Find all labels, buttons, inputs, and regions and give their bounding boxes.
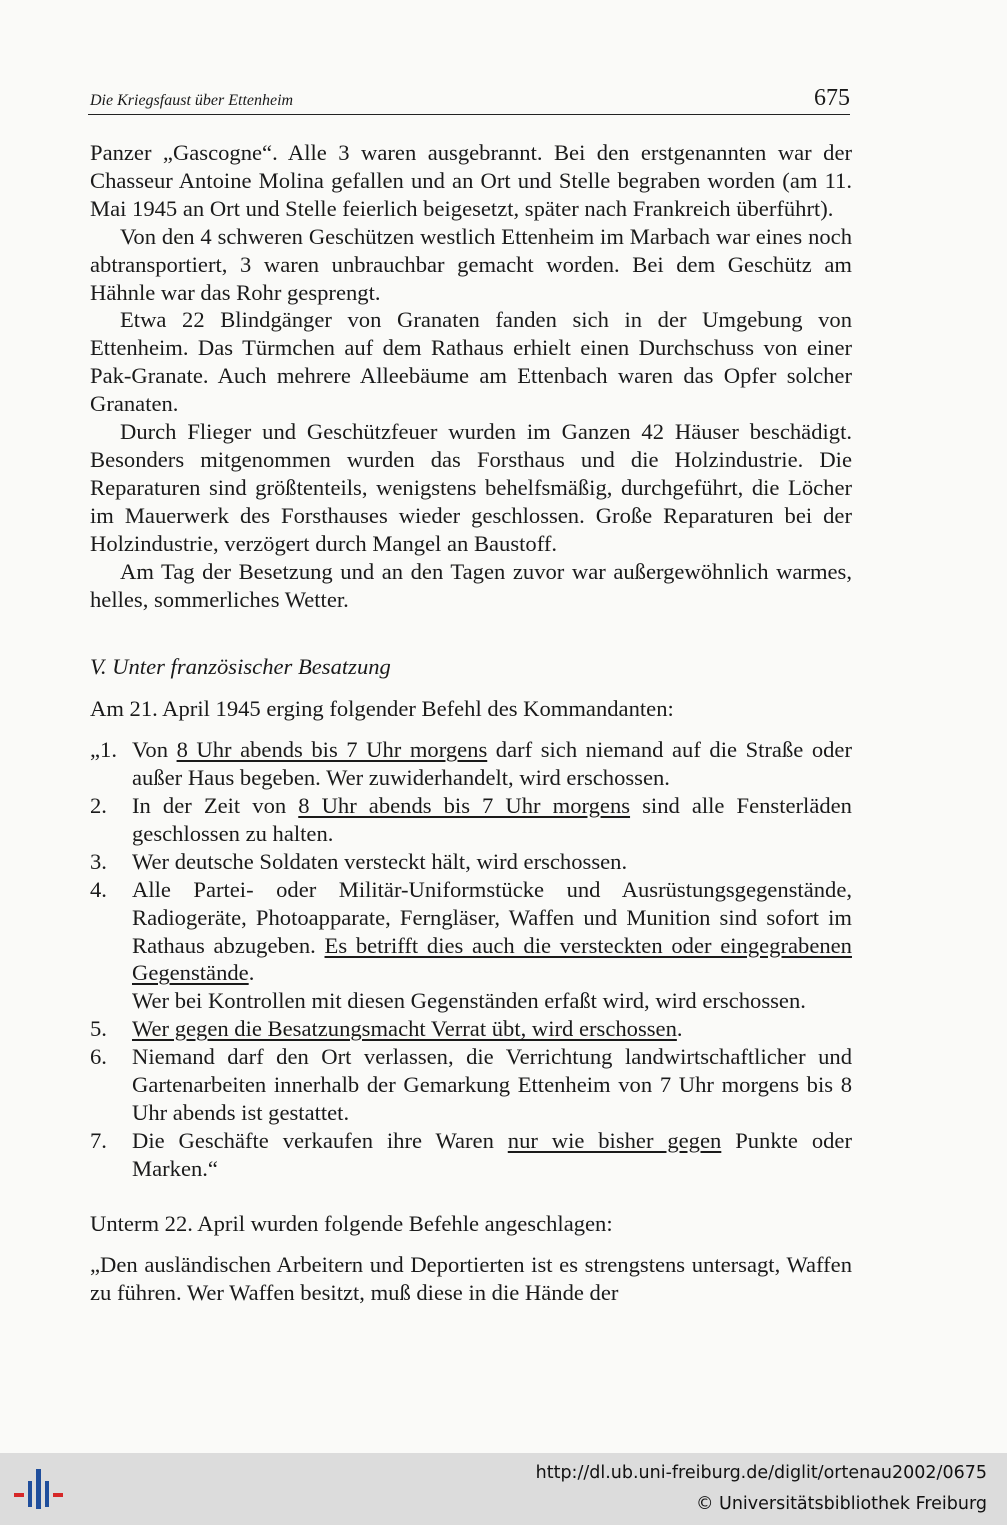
after-line: Unterm 22. April wurden folgende Befehle angeschlagen: bbox=[90, 1210, 613, 1236]
item-text: . bbox=[248, 960, 255, 986]
section-intro: Am 21. April 1945 erging folgender Befehl des Kommandanten: bbox=[90, 696, 674, 722]
item-text: Von bbox=[132, 737, 177, 763]
page-header bbox=[88, 82, 850, 115]
item-text: darf sich niemand auf die Straße oder außer Haus begeben. Wer zuwiderhandelt, wird erschossen. bbox=[132, 737, 852, 791]
item-text: Punkte oder Marken.“ bbox=[132, 1127, 852, 1181]
item-underlined: 8 Uhr abends bis 7 Uhr morgens bbox=[176, 737, 488, 763]
list-number: „1. bbox=[90, 737, 117, 763]
item-underlined: Wer gegen die Besatzungsmacht Verrat übt, wird erschossen bbox=[132, 1016, 677, 1042]
paragraph-2: Von den 4 schweren Geschützen westlich Ettenheim im Marbach war eines noch abtransportiert, 3 waren unbrauchbar gemacht worden. Bei dem Geschütz am Hähnle war das Rohr gesprengt. bbox=[90, 223, 852, 305]
section-heading: V. Unter französischer Besatzung bbox=[90, 654, 391, 680]
item-underlined: Es betrifft dies auch die versteckten oder eingegrabenen Gegenstände bbox=[132, 932, 852, 986]
list-item bbox=[90, 792, 852, 848]
list-item bbox=[90, 1127, 852, 1183]
list-number: 3. bbox=[90, 848, 107, 874]
list-item bbox=[90, 1043, 852, 1127]
ub-freiburg-logo-icon bbox=[14, 1465, 64, 1513]
item-text: Alle Partei- oder Militär-Uniformstücke und Ausrüstungsgegenstände, Radiogeräte, Photoapparate, Ferngläser, Waffen und Munition sind sofort im Rathaus abzugeben. bbox=[132, 876, 852, 958]
list-number: 6. bbox=[90, 1044, 107, 1070]
list-number: 5. bbox=[90, 1016, 107, 1042]
item-underlined: nur wie bisher gegen bbox=[507, 1127, 722, 1153]
paragraph-4: Durch Flieger und Geschützfeuer wurden im Ganzen 42 Häuser beschädigt. Besonders mitgenommen wurden das Forsthaus und die Holzindustrie. Die Reparaturen sind größtenteils, wenigstens behelfsmäßig, durchgeführt, die Löcher im Mauerwerk des Forsthauses wieder geschlossen. Große Reparaturen bei der Holzindustrie, verzögert durch Mangel an Baustoff. bbox=[90, 419, 852, 556]
item-text: In der Zeit von bbox=[132, 793, 299, 819]
list-item bbox=[90, 876, 852, 1016]
body-text bbox=[90, 139, 852, 1306]
list-item bbox=[90, 1015, 852, 1043]
paragraph-1: Panzer „Gascogne“. Alle 3 waren ausgebrannt. Bei den erstgenannten war der Chasseur Antoine Molina gefallen und an Ort und Stelle begraben worden (am 11. Mai 1945 an Ort und Stelle feierlich beigesetzt, später nach Frankreich überführt). bbox=[90, 140, 852, 221]
copyright-text: © Universitätsbibliothek Freiburg bbox=[695, 1494, 987, 1514]
item-underlined: 8 Uhr abends bis 7 Uhr morgens bbox=[298, 793, 631, 819]
item-text: Wer deutsche Soldaten versteckt hält, wird erschossen. bbox=[132, 848, 628, 874]
footer-bar bbox=[0, 1453, 1007, 1525]
item-sub-text: Wer bei Kontrollen mit diesen Gegenständen erfaßt wird, wird erschossen. bbox=[132, 988, 806, 1014]
list-item bbox=[90, 848, 852, 876]
list-number: 2. bbox=[90, 793, 107, 819]
running-title: Die Kriegsfaust über Ettenheim bbox=[90, 92, 294, 109]
item-text: Die Geschäfte verkaufen ihre Waren bbox=[132, 1127, 508, 1153]
list-number: 7. bbox=[90, 1127, 107, 1153]
paragraph-5: Am Tag der Besetzung und an den Tagen zuvor war außergewöhnlich warmes, helles, sommerliches Wetter. bbox=[90, 558, 852, 612]
item-text: . bbox=[676, 1016, 683, 1042]
list-number: 4. bbox=[90, 876, 107, 902]
page-number: 675 bbox=[814, 85, 850, 111]
source-url-link[interactable]: http://dl.ub.uni-freiburg.de/diglit/ortenau2002/0675 bbox=[535, 1463, 987, 1483]
item-text: sind alle Fensterläden geschlossen zu halten. bbox=[132, 793, 852, 846]
item-text: Niemand darf den Ort verlassen, die Verrichtung landwirtschaftlicher und Gartenarbeiten innerhalb der Gemarkung Ettenheim von 7 Uhr morgens bis 8 Uhr abends ist gestattet. bbox=[132, 1044, 852, 1125]
orders-list bbox=[90, 736, 852, 1183]
paragraph-3: Etwa 22 Blindgänger von Granaten fanden sich in der Umgebung von Ettenheim. Das Türmchen auf dem Rathaus erhielt einen Durchschuss von einer Pak-Granate. Auch mehrere Alleebäume am Ettenbach waren das Opfer solcher Granaten. bbox=[90, 307, 852, 417]
list-item bbox=[90, 736, 852, 792]
after-quote: „Den ausländischen Arbeitern und Deportierten ist es strengstens untersagt, Waffen zu führen. Wer Waffen besitzt, muß diese in die Hände der bbox=[90, 1251, 852, 1305]
